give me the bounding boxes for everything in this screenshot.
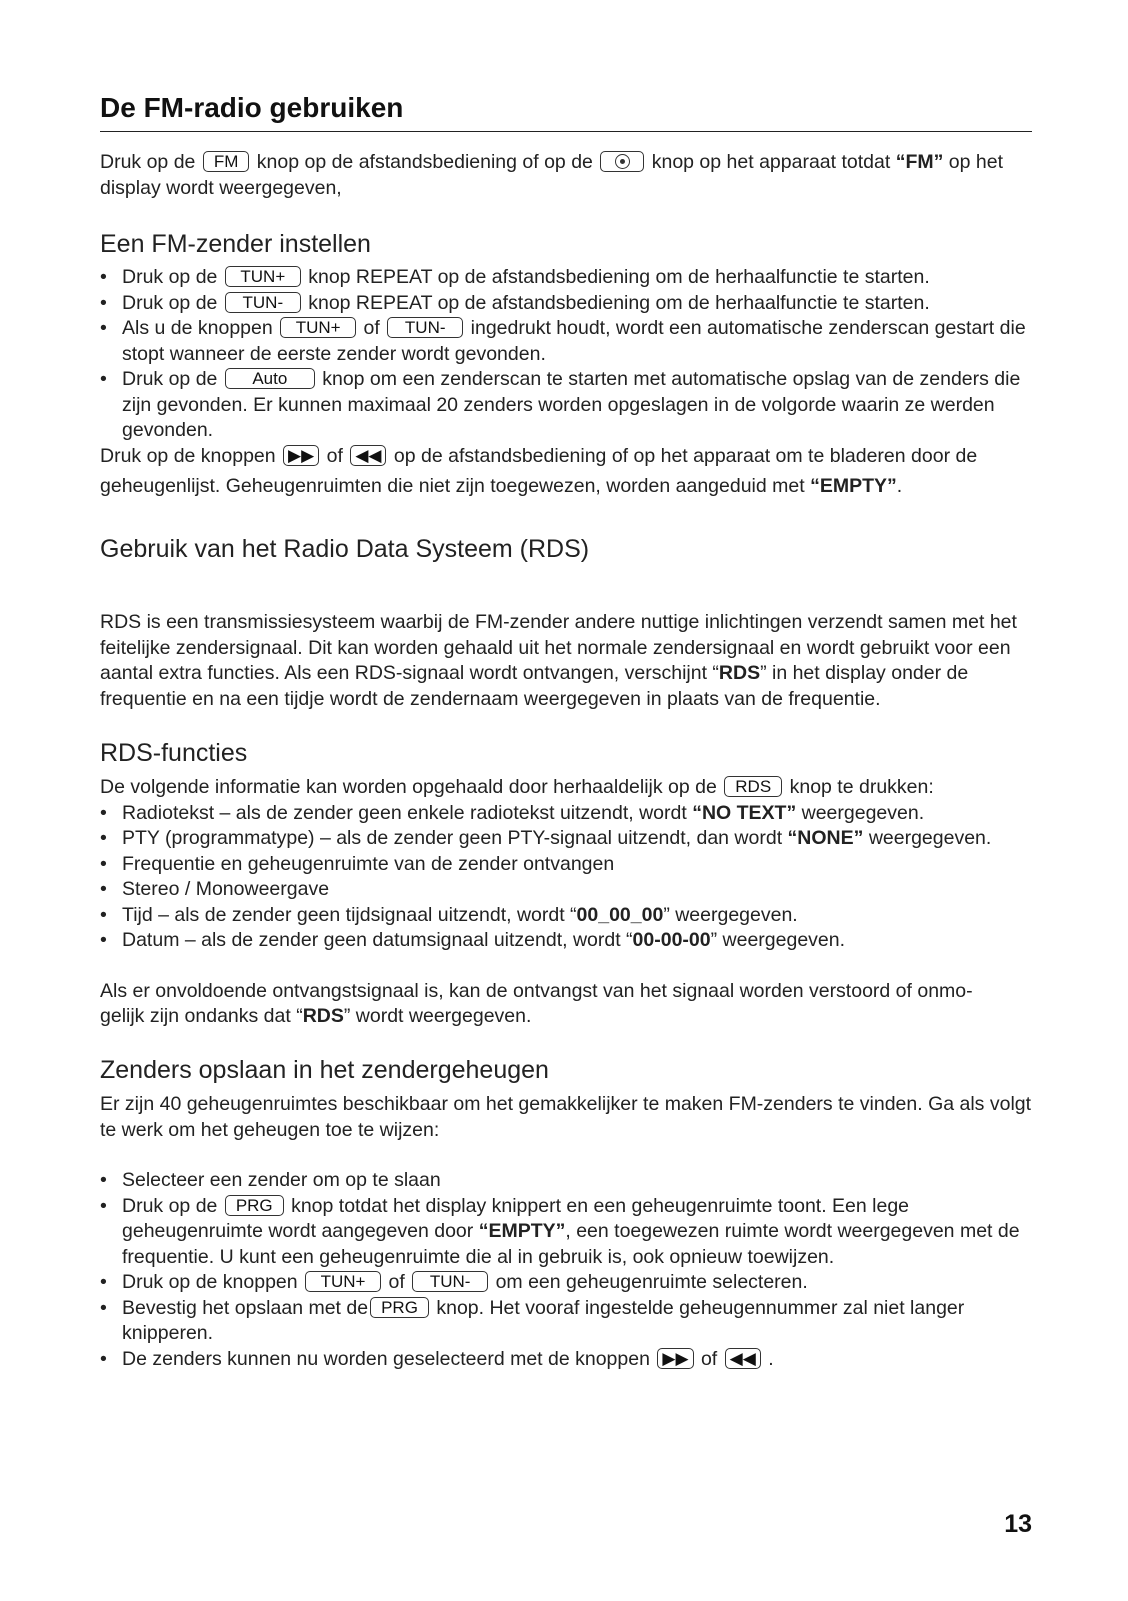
text: ” wordt weergegeven. [343,1005,532,1027]
text: of [388,1271,405,1293]
page-title: De FM-radio gebruiken [100,90,1032,132]
list-item [100,826,1032,852]
auto-key: Auto [225,368,315,389]
intro-text-1: Druk op de [100,151,196,173]
text: ” in het display onder de frequentie en na een tijdje wordt de zendernaam weergegeven in plaats van de frequentie. [100,662,969,710]
rds-display-text: RDS [302,1005,344,1027]
list-item: • Frequentie en geheugenruimte van de zender ontvangen [100,852,1032,878]
text: PTY (programmatype) – als de zender geen PTY-signaal uitzendt, dan wordt [122,827,783,849]
tun-minus-key: TUN- [387,317,463,338]
section-heading-rds-functions: RDS-functies [100,739,248,767]
text: ” weergegeven. [663,903,798,926]
list-item [100,1270,1032,1296]
none-display: “NONE” [787,827,864,849]
list-item [100,316,1032,367]
fm-tuning-list [100,265,1032,500]
fm-key: FM [203,151,250,172]
list-item [100,801,1032,827]
tun-plus-key: TUN+ [225,266,301,287]
empty-display-text: “EMPTY” [810,475,897,497]
list-item [100,903,1032,929]
text: knop REPEAT op de afstandsbediening om de herhaalfunctie te starten. [308,291,930,314]
text: ” weergegeven. [710,929,846,951]
text: knop REPEAT op de afstandsbediening om de herhaalfunctie te starten. [308,266,930,288]
text: of [363,317,380,339]
text: knop. Het vooraf ingestelde geheugennummer zal niet langer knipperen. [122,1296,965,1344]
text: ingedrukt houdt, wordt een automatische zenderscan gestart die stopt wanneer de eerste zender wordt gevonden. [122,317,1026,365]
intro-text [100,150,1032,201]
date-display: 00-00-00 [632,929,711,951]
text: gelijk zijn ondanks dat “ [100,1005,303,1027]
list-item [100,265,1032,291]
weak-signal-paragraph [100,979,1032,1030]
memory-list-paragraph [100,474,1032,500]
list-item [100,1347,1032,1373]
text: op de afstandsbediening of op het apparaat om te bladeren door de [393,444,978,467]
fast-forward-icon: ▶▶ [283,445,319,466]
list-item [100,367,1032,444]
text: om een geheugenruimte selecteren. [495,1271,808,1293]
text: Druk op de [122,266,218,288]
no-text-display: “NO TEXT” [692,801,797,824]
section-heading-memory: Zenders opslaan in het zendergeheugen [100,1056,549,1084]
text: knop om een zenderscan te starten met automatische opslag van de zenders die zijn gevonden. Er kunnen maximaal 20 zenders worden opgeslagen in de volgorde waarin ze werden gevonden. [122,368,1021,441]
rewind-icon: ◀◀ [350,445,386,466]
text: knop totdat het display knippert en een geheugenruimte toont. Een lege geheugenruimte wordt aangegeven door [122,1194,910,1242]
section-heading-rds: Gebruik van het Radio Data Systeem (RDS) [100,535,590,563]
list-item: • Selecteer een zender om op te slaan [100,1168,1032,1194]
text: of [700,1347,718,1370]
prg-key: PRG [370,1297,429,1318]
prg-key: PRG [225,1195,284,1216]
list-item [100,1194,1032,1271]
fast-forward-icon: ▶▶ [657,1348,693,1369]
text: geheugenlijst. Geheugenruimten die niet zijn toegewezen, worden aangeduid met [100,475,805,497]
intro-text-4: op het display wordt weergegeven, [100,151,1003,199]
list-item [100,928,1032,954]
list-item: • Stereo / Monoweergave [100,877,1032,903]
text: De zenders kunnen nu worden geselecteerd met de knoppen [122,1347,650,1370]
text: RDS is een transmissiesysteem waarbij de FM-zender andere nuttige inlichtingen verzendt samen met het feitelijke zendersignaal. Dit kan worden gehaald uit het normale zendersignaal en wordt gebruikt voor een aantal extra functies. Als een RDS-signaal wordt ontvangen, verschijnt “ [100,611,1017,684]
text: Druk op de knoppen [100,444,276,467]
text: De volgende informatie kan worden opgehaald door herhaaldelijk op de [100,776,717,798]
text: weergegeven. [801,801,925,824]
text: Druk op de knoppen [122,1271,298,1293]
text: Druk op de [122,1194,218,1217]
rds-functions-block [100,775,1032,1030]
empty-display-text: “EMPTY” [478,1220,566,1242]
rewind-icon: ◀◀ [725,1348,761,1369]
text: Druk op de [122,291,218,314]
text: Als er onvoldoende ontvangstsignaal is, kan de ontvangst van het signaal worden verstoord of onmo- [100,979,973,1002]
tun-plus-key: TUN+ [280,317,356,338]
section-heading-fm-tuning: Een FM-zender instellen [100,230,371,258]
rds-paragraph [100,610,1032,712]
tun-minus-key: TUN- [225,292,301,313]
text: Radiotekst – als de zender geen enkele radiotekst uitzendt, wordt [122,801,687,824]
text: , een toegewezen ruimte wordt weergegeven met de frequentie. U kunt een geheugenruimte die al in gebruik is, ook opnieuw toewijzen. [122,1220,1020,1268]
intro-text-3: knop op het apparaat totdat [651,151,891,173]
rds-key: RDS [724,776,782,797]
source-button-icon [600,151,644,172]
rds-display-text: RDS [718,662,761,684]
tun-plus-key: TUN+ [305,1271,381,1292]
list-item [100,291,1032,317]
text: Tijd – als de zender geen tijdsignaal uitzendt, wordt “ [122,903,577,926]
list-item [100,1296,1032,1347]
time-display: 00_00_00 [576,903,664,926]
tun-minus-key: TUN- [412,1271,488,1292]
text: Als u de knoppen [122,317,273,339]
text: Bevestig het opslaan met de [122,1296,369,1319]
text: . [896,475,903,497]
page-number: 13 [1004,1510,1032,1538]
text: Datum – als de zender geen datumsignaal uitzendt, wordt “ [122,929,633,951]
text: of [326,444,343,467]
rds-functions-intro [100,775,1032,801]
text: knop te drukken: [789,776,934,798]
fm-display-text: “FM” [895,151,944,173]
intro-text-2: knop op de afstandsbediening of op de [256,151,593,173]
memory-intro: Er zijn 40 geheugenruimtes beschikbaar om het gemakkelijker te maken FM-zenders te vinden. Ga als volgt te werk om het geheugen toe te wijzen: [100,1093,1032,1141]
text: Druk op de [122,368,218,390]
text: . [768,1347,774,1370]
browse-paragraph [100,444,1032,470]
intro-paragraph [100,150,1032,201]
text: weergegeven. [868,827,992,849]
memory-block [100,1092,1032,1372]
